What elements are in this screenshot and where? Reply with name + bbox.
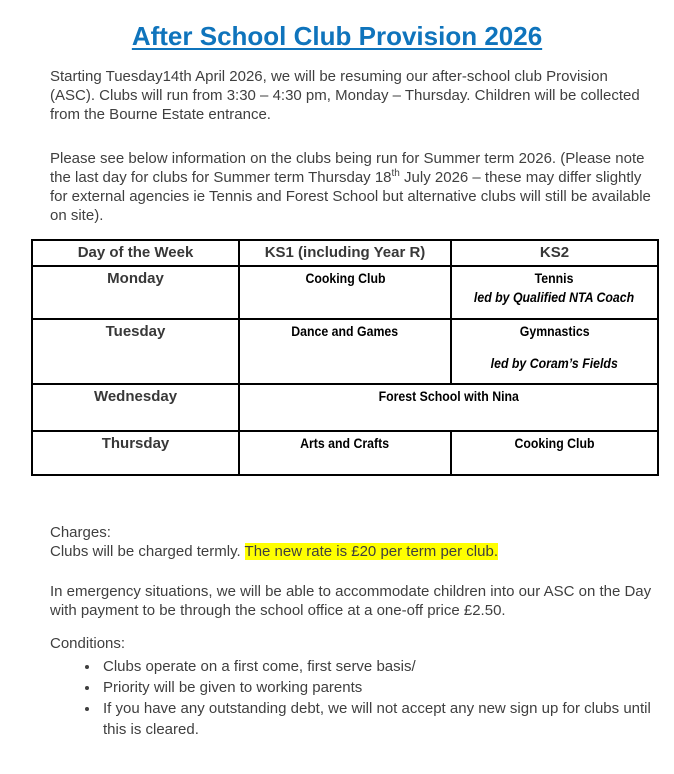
clubs-table [31, 239, 659, 475]
table-row-monday [32, 266, 658, 319]
charges-heading: Charges: [50, 523, 111, 541]
column-header-ks1: KS1 (including Year R) [239, 240, 451, 265]
club-name: Arts and Crafts [300, 434, 390, 451]
club-name: Dance and Games [291, 322, 399, 339]
ks1-cell-thursday [239, 431, 451, 475]
ks1-cell-tuesday [239, 319, 451, 384]
ks2-cell-tuesday [451, 319, 658, 384]
document-page [0, 22, 674, 774]
merged-club-cell-wednesday [239, 384, 658, 431]
ks2-cell-monday [451, 266, 658, 319]
day-cell-thursday: Thursday [32, 431, 239, 475]
table-header-row [32, 240, 658, 265]
intro-paragraph-2-before: Please see below information on the clubs being run for Summer term 2026. (Please note the last day for clubs for Summer term Thursday 18 [50, 149, 645, 186]
emergency-paragraph: In emergency situations, we will be able to accommodate children into our ASC on the Day with payment to be through the school office at a one-off price £2.50. [50, 582, 652, 620]
day-cell-tuesday: Tuesday [32, 319, 239, 384]
intro-paragraph-1: Starting Tuesday14th April 2026, we will be resuming our after-school club Provision (ASC). Clubs will run from 3:30 – 4:30 pm, Monday – Thursday. Children will be collected from the Bourne Estate entrance. [50, 68, 640, 124]
club-provider-note: led by Qualified NTA Coach [474, 289, 635, 306]
club-name: Cooking Club [514, 434, 595, 451]
club-name: Gymnastics [519, 322, 590, 339]
club-name: Forest School with Nina [378, 387, 519, 404]
highlighted-rate-text: The new rate is £20 per term per club. [244, 542, 498, 560]
table-row-thursday [32, 431, 658, 475]
day-cell-wednesday: Wednesday [32, 384, 239, 431]
club-provider-note: led by Coram’s Fields [490, 355, 619, 372]
column-header-day: Day of the Week [32, 240, 239, 265]
charges-line [50, 542, 656, 561]
condition-item: • Clubs operate on a first come, first serve basis/ [100, 656, 656, 677]
intro-paragraph-2 [50, 149, 656, 226]
condition-item: • Priority will be given to working parents [100, 677, 656, 698]
spacer [456, 341, 653, 354]
ordinal-superscript: th [391, 167, 400, 179]
club-name: Cooking Club [304, 269, 386, 286]
conditions-heading: Conditions: [50, 635, 126, 653]
condition-item: • If you have any outstanding debt, we will not accept any new sign up for clubs until this is cleared. [100, 698, 656, 740]
ks2-cell-thursday [451, 431, 658, 475]
day-cell-monday: Monday [32, 266, 239, 319]
ks1-cell-monday [239, 266, 451, 319]
table-row-wednesday [32, 384, 658, 431]
page-title: After School Club Provision 2026 [131, 21, 543, 51]
intro-paragraph-2-after: July 2026 – these may differ slightly for external agencies ie Tennis and Forest School but alternative clubs will still be available on site). [50, 168, 651, 225]
club-name: Tennis [535, 269, 574, 286]
charges-sentence-plain: Clubs will be charged termly. [50, 542, 245, 560]
conditions-list [50, 656, 656, 740]
column-header-ks2: KS2 [451, 240, 658, 265]
table-row-tuesday [32, 319, 658, 384]
